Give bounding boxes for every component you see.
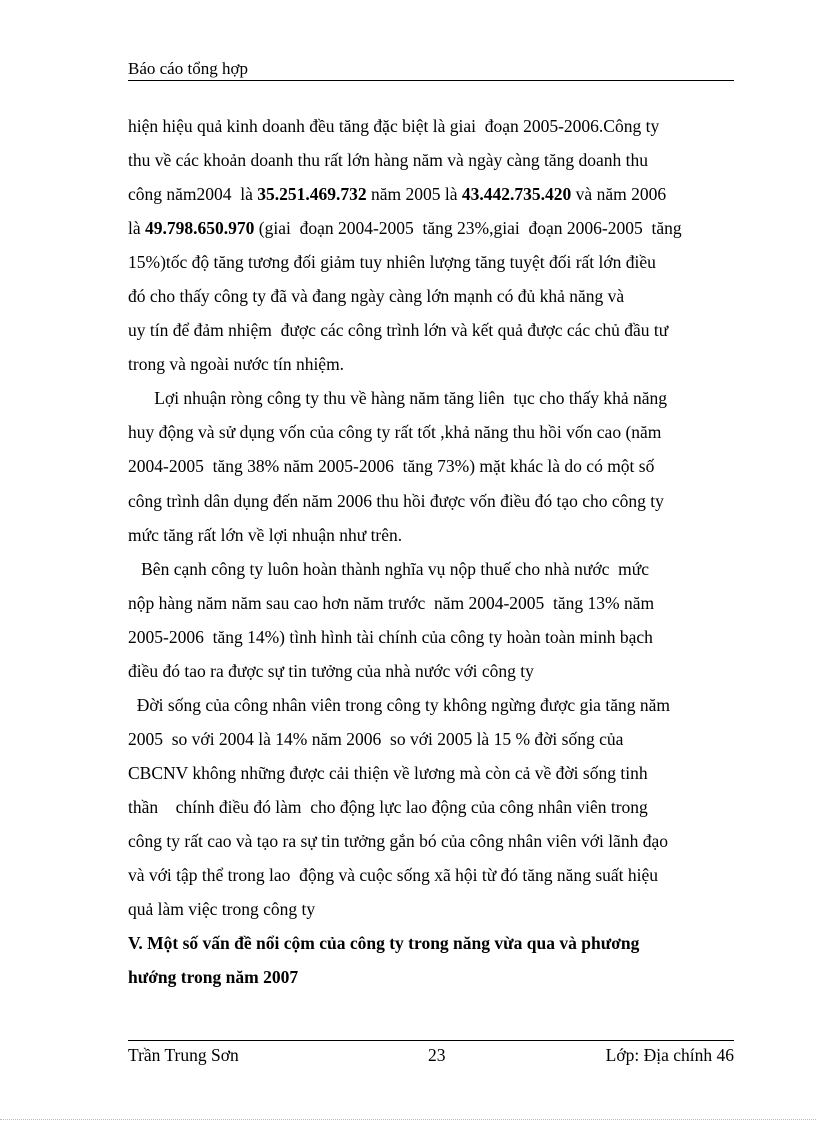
body-line: huy động và sử dụng vốn của công ty rất tốt ,khả năng thu hồi vốn cao (năm bbox=[128, 422, 662, 443]
footer-class: Lớp: Địa chính 46 bbox=[605, 1045, 734, 1065]
body-line: quả làm việc trong công ty bbox=[128, 899, 316, 920]
body-line: thu về các khoản doanh thu rất lớn hàng năm và ngày càng tăng doanh thu bbox=[128, 150, 649, 171]
body-line: công ty rất cao và tạo ra sự tin tưởng gắn bó của công nhân viên với lãnh đạo bbox=[128, 830, 668, 851]
body-line: trong và ngoài nước tín nhiệm. bbox=[128, 354, 345, 375]
footer-divider bbox=[128, 1040, 734, 1041]
body-line: thần chính điều đó làm cho động lực lao động của công nhân viên trong bbox=[128, 796, 648, 817]
body-line: Bên cạnh công ty luôn hoàn thành nghĩa vụ nộp thuế cho nhà nước mức bbox=[128, 558, 650, 579]
body-line: Đời sống của công nhân viên trong công ty không ngừng được gia tăng năm bbox=[128, 694, 670, 715]
body-line: hiện hiệu quả kinh doanh đều tăng đặc biệt là giai đoạn 2005-2006.Công ty bbox=[128, 116, 660, 136]
page-number: 23 bbox=[428, 1045, 446, 1065]
revenue-2004-value: 35.251.469.732 bbox=[257, 184, 367, 205]
body-line: công trình dân dụng đến năm 2006 thu hồi được vốn điều đó tạo cho công ty bbox=[128, 490, 664, 511]
body-line: 2005 so với 2004 là 14% năm 2006 so với 2005 là 15 % đời sống của bbox=[128, 728, 624, 749]
body-line: điều đó tao ra được sự tin tưởng của nhà nước với công ty bbox=[128, 660, 534, 681]
body-line: nộp hàng năm năm sau cao hơn năm trước năm 2004-2005 tăng 13% năm bbox=[128, 592, 655, 613]
revenue-text: năm 2005 là bbox=[366, 184, 462, 205]
revenue-text: là bbox=[128, 218, 146, 239]
body-line-revenue-2006 bbox=[128, 214, 728, 248]
revenue-2005-value: 43.442.735.420 bbox=[461, 184, 572, 205]
revenue-2006-value: 49.798.650.970 bbox=[145, 218, 255, 239]
body-line: uy tín để đảm nhiệm được các công trình lớn và kết quả được các chủ đầu tư bbox=[128, 320, 669, 341]
body-line: 2004-2005 tăng 38% năm 2005-2006 tăng 73%) mặt khác là do có một số bbox=[128, 456, 655, 477]
body-line: mức tăng rất lớn về lợi nhuận như trên. bbox=[128, 524, 403, 545]
report-body bbox=[128, 112, 728, 997]
body-line: CBCNV không những được cải thiện về lương mà còn cả về đời sống tinh bbox=[128, 762, 648, 783]
section-heading-continued: hướng trong năm 2007 bbox=[128, 967, 299, 988]
body-line-revenue bbox=[128, 180, 728, 214]
footer-author: Trần Trung Sơn bbox=[128, 1045, 239, 1065]
revenue-text: công năm2004 là bbox=[128, 184, 258, 205]
body-line: 2005-2006 tăng 14%) tình hình tài chính của công ty hoàn toàn minh bạch bbox=[128, 626, 653, 647]
page-edge-divider bbox=[0, 1119, 816, 1120]
page-header-title: Báo cáo tổng hợp bbox=[128, 59, 248, 78]
revenue-text: và năm 2006 bbox=[571, 184, 667, 205]
revenue-text: (giai đoạn 2004-2005 tăng 23%,giai đoạn 2006-2005 tăng bbox=[254, 218, 682, 239]
body-line: Lợi nhuận ròng công ty thu về hàng năm tăng liên tục cho thấy khả năng bbox=[128, 388, 667, 409]
body-line: và với tập thể trong lao động và cuộc sống xã hội từ đó tăng năng suất hiệu bbox=[128, 865, 659, 886]
section-heading: V. Một số vấn đề nổi cộm của công ty trong năng vừa qua và phương bbox=[128, 933, 640, 954]
body-line: 15%)tốc độ tăng tương đối giảm tuy nhiên lượng tăng tuyệt đối rất lớn điều bbox=[128, 252, 656, 273]
body-line: đó cho thấy công ty đã và đang ngày càng lớn mạnh có đủ khả năng và bbox=[128, 286, 625, 307]
header-divider bbox=[128, 80, 734, 81]
